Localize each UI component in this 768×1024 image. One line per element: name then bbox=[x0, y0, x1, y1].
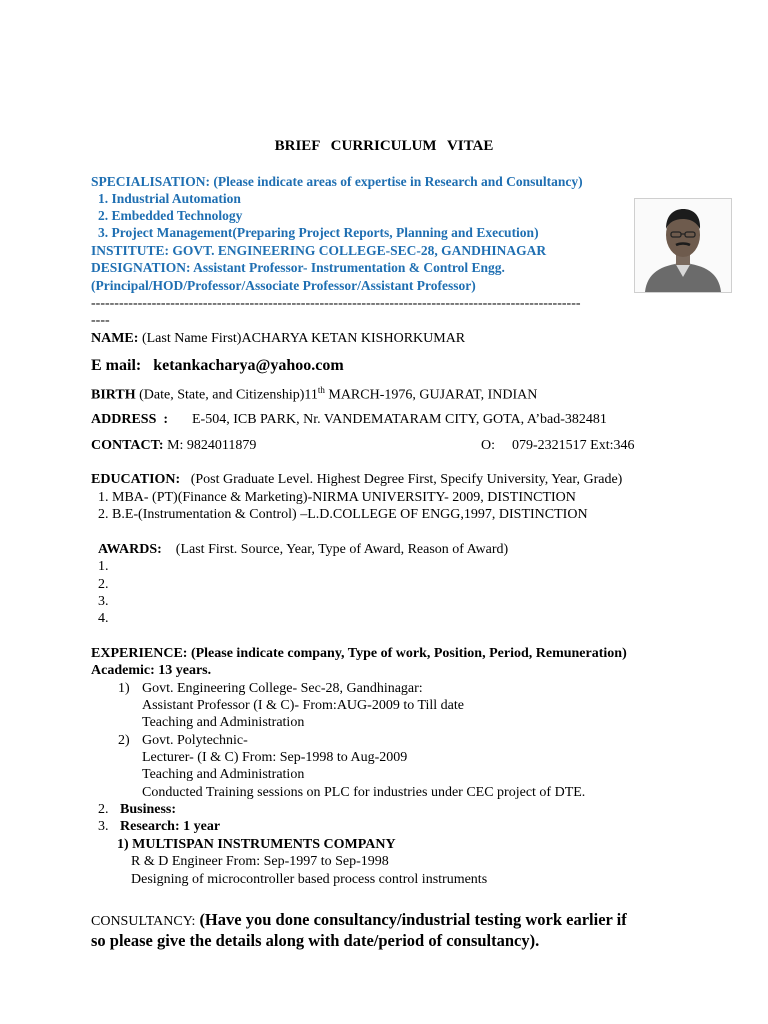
contact-label: CONTACT: bbox=[91, 438, 164, 453]
specialisation-item: 2. Embedded Technology bbox=[98, 208, 243, 223]
education-label: EDUCATION: bbox=[91, 472, 181, 487]
award-item: 4. bbox=[98, 611, 109, 626]
award-item: 1. bbox=[98, 559, 109, 574]
education-row bbox=[91, 472, 622, 488]
birth-value: MARCH-1976, GUJARAT, INDIAN bbox=[324, 387, 538, 403]
specialisation-item: 3. Project Management(Preparing Project Reports, Planning and Execution) bbox=[98, 225, 539, 240]
name-value: ACHARYA KETAN KISHORKUMAR bbox=[241, 331, 466, 346]
contact-mobile: M: 9824011879 bbox=[167, 438, 257, 453]
experience-entry-line: Teaching and Administration bbox=[142, 767, 305, 782]
email-value: ketankacharya@yahoo.com bbox=[153, 357, 344, 374]
experience-entry-number: 2) bbox=[118, 733, 130, 748]
birth-day-suffix: th bbox=[317, 385, 325, 395]
specialisation-item: 1. Industrial Automation bbox=[98, 191, 241, 206]
consultancy-text: (Have you done consultancy/industrial testing work earlier if bbox=[199, 910, 627, 929]
experience-heading: EXPERIENCE: (Please indicate company, Type of work, Position, Period, Remuneration) bbox=[91, 646, 627, 661]
education-hint: (Post Graduate Level. Highest Degree First, Specify University, Year, Grade) bbox=[190, 472, 623, 487]
awards-hint: (Last First. Source, Year, Type of Award, Reason of Award) bbox=[175, 542, 509, 557]
address-label-group bbox=[91, 412, 168, 428]
institute-line: INSTITUTE: GOVT. ENGINEERING COLLEGE-SEC-28, GANDHINAGAR bbox=[91, 243, 547, 258]
education-item: 2. B.E-(Instrumentation & Control) –L.D.COLLEGE OF ENGG,1997, DISTINCTION bbox=[98, 507, 588, 522]
experience-entry-line: Govt. Polytechnic- bbox=[142, 733, 248, 748]
profile-photo bbox=[634, 198, 732, 293]
consultancy-label: CONSULTANCY: bbox=[91, 914, 196, 929]
birth-row bbox=[91, 385, 537, 404]
divider-tail: ---- bbox=[91, 313, 110, 328]
experience-entry-line: Assistant Professor (I & C)- From:AUG-2009 to Till date bbox=[142, 698, 464, 713]
divider-line: --------------------------------------------------------------------------------------------------------- bbox=[91, 296, 581, 311]
name-hint: (Last Name First) bbox=[141, 331, 242, 346]
specialisation-heading: SPECIALISATION: (Please indicate areas of expertise in Research and Consultancy) bbox=[91, 174, 583, 189]
award-item: 3. bbox=[98, 594, 109, 609]
experience-entry-line: Govt. Engineering College- Sec-28, Gandhinagar: bbox=[142, 681, 423, 696]
birth-day: 11 bbox=[304, 387, 318, 403]
consultancy-text-continued: so please give the details along with date/period of consultancy). bbox=[91, 931, 540, 950]
address-separator: : bbox=[163, 412, 169, 427]
contact-office: 079-2321517 Ext:346 bbox=[512, 438, 635, 453]
name-row bbox=[91, 331, 465, 347]
document-title: BRIEF CURRICULUM VITAE bbox=[274, 138, 494, 154]
business-label: Business: bbox=[120, 802, 177, 817]
research-number: 3. bbox=[98, 819, 109, 834]
email-row bbox=[91, 357, 344, 375]
name-label: NAME: bbox=[91, 331, 139, 346]
experience-entry-number: 1) bbox=[118, 681, 130, 696]
designation-note: (Principal/HOD/Professor/Associate Professor/Assistant Professor) bbox=[91, 278, 476, 293]
address-label: ADDRESS bbox=[91, 412, 157, 427]
awards-row bbox=[98, 542, 508, 558]
awards-label: AWARDS: bbox=[98, 542, 162, 557]
company-line: R & D Engineer From: Sep-1997 to Sep-1998 bbox=[131, 854, 389, 869]
company-line: Designing of microcontroller based process control instruments bbox=[131, 872, 488, 887]
experience-entry-line: Conducted Training sessions on PLC for industries under CEC project of DTE. bbox=[142, 785, 586, 800]
research-label: Research: 1 year bbox=[120, 819, 221, 834]
company-name: 1) MULTISPAN INSTRUMENTS COMPANY bbox=[117, 837, 396, 852]
designation-line: DESIGNATION: Assistant Professor- Instrumentation & Control Engg. bbox=[91, 260, 505, 275]
experience-entry-line: Teaching and Administration bbox=[142, 715, 305, 730]
contact-row bbox=[91, 438, 256, 454]
email-label: E mail: bbox=[91, 357, 142, 374]
education-item: 1. MBA- (PT)(Finance & Marketing)-NIRMA UNIVERSITY- 2009, DISTINCTION bbox=[98, 490, 576, 505]
experience-academic: Academic: 13 years. bbox=[91, 663, 212, 678]
birth-hint: (Date, State, and Citizenship) bbox=[139, 387, 305, 403]
contact-office-label: O: bbox=[481, 438, 495, 453]
award-item: 2. bbox=[98, 577, 109, 592]
address-value: E-504, ICB PARK, Nr. VANDEMATARAM CITY, GOTA, A’bad-382481 bbox=[192, 412, 607, 427]
consultancy-row bbox=[91, 910, 627, 930]
experience-entry-line: Lecturer- (I & C) From: Sep-1998 to Aug-2009 bbox=[142, 750, 408, 765]
business-number: 2. bbox=[98, 802, 109, 817]
birth-label: BIRTH bbox=[91, 387, 136, 403]
